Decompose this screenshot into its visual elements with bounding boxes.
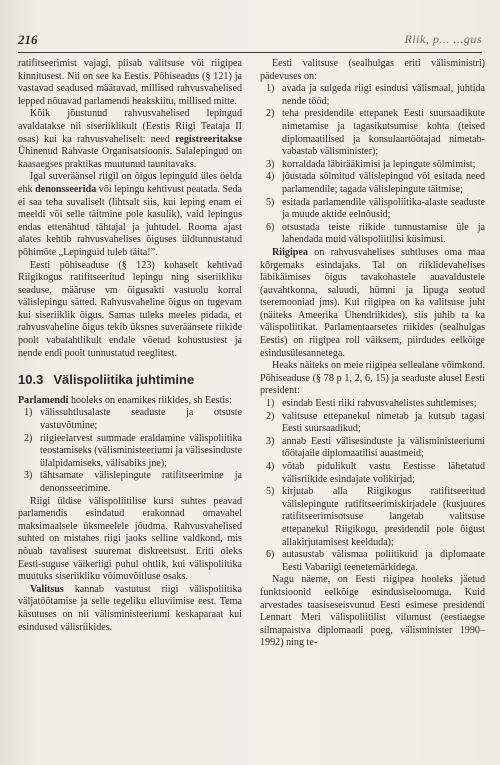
bold-term: denonsseerida [35, 183, 97, 195]
paragraph: Nagu näeme, on Eesti riigipea hooleks jäetud funktsioonid eelkõige esindusiseloomuga. Kuid arvestades taasiseseisvunud Eesti esimese presidendi Lennart Meri välispoliitilist vilumust (eestiaegse silmapaistva diplomaadi poeg, välisminister 1990–1992) ning te- [260, 574, 485, 649]
list-item: 4) võtab pidulikult vastu Eestisse lähetatud välisriikide esindajate volikirjad; [266, 461, 485, 485]
paragraph: Valitsus kannab vastutust riigi välispoliitika väljatöötamise ja selle tegeliku elluviimise eest. Tema käsutuses on nii välisministeeriumi keskaparaat kui esindused välisriikides. [18, 583, 242, 633]
paragraph: Riigi üldise välispoliitilise kursi suhtes peavad parlamendis esindatud erakonnad omavahel maksimaalsele üksmeelele jõudma. Rahvusvahelised suhted on mistahes riigi jaoks selline valdkond, mis nõuab tavalisest suuremat diskreetsust. Eriti oleks Eesti-suguse väikeriigi puhul ohtlik, kui välispoliitika muutuks siseriikliku võimuvõitluse osaks. [18, 495, 242, 583]
list-item: 1) avada ja sulgeda riigi esindusi välismaal, juhtida nende tööd; [266, 83, 485, 107]
list-item: 5) esitada parlamendile välispoliitika-alaste seaduste ja muude aktide eelnõusid; [266, 196, 485, 221]
list-item: 2) valitsuse ettepanekul nimetab ja kutsub tagasi Eesti suursaadikud; [266, 410, 485, 435]
list-item: 1) esindab Eesti riiki rahvusvahelistes suhtlemises; [266, 398, 477, 410]
numbered-list [18, 407, 242, 495]
list-item: 2) riigieelarvest summade eraldamine välispoliitika teostamiseks (välisministeeriumi ja välisesinduste ülalpidamiseks, välisabiks jne); [24, 432, 242, 469]
page-number: 216 [18, 32, 38, 47]
numbered-list [260, 83, 485, 247]
paragraph: Kõik jõustunud rahvusvahelised lepingud avaldatakse nii siseriiklikult (Eestis Riigi Teataja II osas) kui ka rahvusvaheliselt: need registreeritakse Ühinenud Rahvaste Organisatsioonis. Salalepingud on kaasaegses praktikas muutunud taunitavaks. [18, 108, 242, 170]
paragraph: Riigipea on rahvusvahelises suhtluses oma maa kõrgemaks esindajaks. Tal on riiklidevahelises läbikäimises õigus tavakohastele auavaldustele (auvahtkonna, saluudi, hümni ja lipuga seotud tseremooniad jms). Kui riigipea on ka valitsuse juht (näiteks Ameerika Ühendriikides), siis juhib ta ka välispoliitikat. Parlamentaarsetes riikides (sealhulgas Eestis) on riigipea roll väiksem, piirdudes eelkõige esindusülesannetega. [260, 246, 485, 359]
section-title: Välispoliitika juhtimine [53, 372, 195, 388]
section-heading [18, 374, 242, 387]
list-item: 6) otsustada teiste riikide tunnustamise üle ja lahendada muid välispoliitilisi küsimusi. [266, 221, 485, 246]
bold-term: registreeritakse [175, 133, 242, 145]
list-item: 2) teha presidendile ettepanek Eesti suursaadikute nimetamise ja tagasikutsumise kohta (teised diplomaatilised ja konsulaartöötajad nimetab-vabastab välisminister); [266, 108, 485, 158]
bold-term: Valitsus [30, 583, 64, 595]
list-item: 3) korraldada läbirääkimisi ja lepingute sõlmimist; [266, 158, 476, 170]
list-item: 6) autasustab välismaa poliitikuid ja diplomaate Eesti Vabariigi teenetemärkidega. [266, 549, 485, 573]
list-item: 3) annab Eesti välisesinduste ja välisministeeriumi töötajaile diplomaatilisi auastmeid; [266, 435, 485, 460]
page-header [18, 30, 482, 53]
paragraph: Eesti valitsuse (sealhulgas eriti välisministri) pädevuses on: [260, 58, 485, 82]
list-item: 3) tähtsamate välislepingute ratifitseerimine ja denonsseerimine. [24, 470, 242, 494]
paragraph: ratifitseerimist vajagi, piisab valitsuse või riigipea kinnitusest. Nii on see ka Eestis. Põhiseadus (§ 121) ja vastavad seadused määravad, millised rahvusvahelised lepped nõuavad parlamendi heakskiitu, millised mitte. [18, 58, 242, 107]
list-item: 5) kirjutab alla Riigikogus ratifitseeritud välislepingute ratifitseerimiskirjadele (kusjuures ratifitseerimisotsuse langetab valitsuse ettepanekul Riigikogu, presidendil pole õigust allakirjutamisest keelduda); [266, 486, 485, 548]
list-item: 4) jõustada sõlmitud välislepingud või esitada need parlamendile; tagada välislepingute täitmise; [266, 171, 485, 195]
bold-term: Parlamendi [18, 394, 69, 406]
paragraph: Eesti põhiseaduse (§ 123) kohaselt kehtivad Riigikogus ratifitseeritud lepingu ning siseriikliku seaduse, määruse vm õigusakti vastuolu korral välislepingu sätted. Rahvusvaheline õigus on tugevam kui siseriiklik õigus. Samas tuleks meeles pidada, et rahvusvaheline õigus tekib üksnes suveräänsete riikide poolt vabatahtlikult endale võetud kohustustest ja nende endi poolt tunnustatud reeglitest. [18, 259, 242, 359]
numbered-list [260, 398, 485, 574]
bold-term: Riigipea [272, 246, 308, 258]
right-column [260, 58, 485, 650]
paragraph: Parlamendi hooleks on enamikes riikides, sh Eestis: [18, 394, 232, 406]
paragraph: Igal suveräänsel riigil on õigus lepinguid üles öelda ehk denonsseerida või lepingu kehtivust peatada. Seda ei saa teha suvaliselt (lihtsalt siis, kui leping enam ei meeldi või selle täitmine pole kasulik), vaid lepingus endas ettenähtud tähtajal ja juhtudel. Rooma ajast alates kehtib rahvusvahelises õiguses üldtunnustatud põhimõte „Lepinguid tuleb täita!”. [18, 171, 243, 258]
paragraph: Heaks näiteks on meie riigipea sellealane võimkond. Põhiseaduse (§ 78 p 1, 2, 6, 15) ja seaduste alusel Eesti president: [260, 360, 485, 397]
list-item: 1) välissuhtlusalaste seaduste ja otsuste vastuvõtmine; [24, 407, 242, 432]
running-head: Riik, p... ...gus [404, 32, 482, 46]
left-column [18, 58, 242, 634]
section-number: 10.3 [18, 372, 44, 388]
